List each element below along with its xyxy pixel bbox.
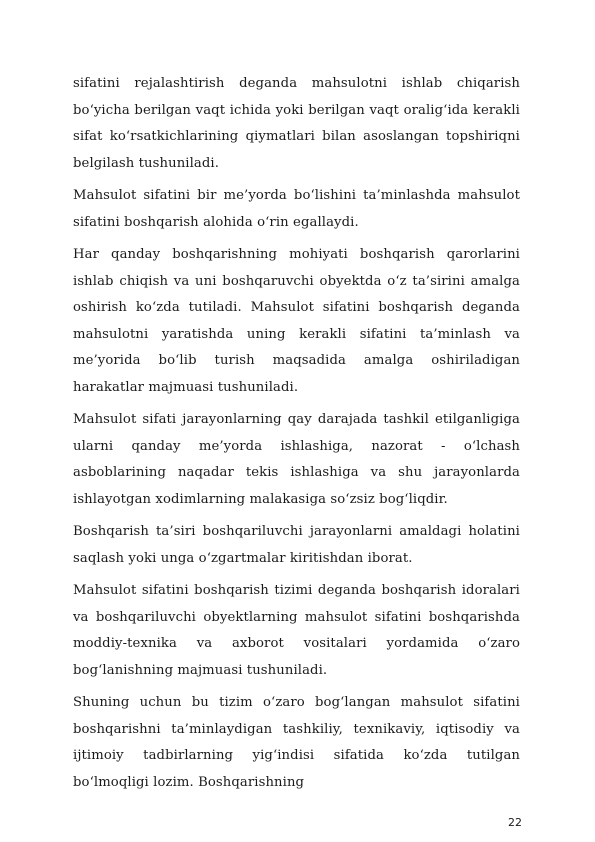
paragraph: Har qanday boshqarishning mohiyati boshqarish qarorlarini ishlab chiqish va uni boshqaruvchi obyektda o‘z ta’sirini amalga oshirish ko‘zda tutiladi. Mahsulot sifatini boshqarish deganda mahsulotni yaratishda uning kerakli sifatini ta’minlash va me’yorida bo‘lib turish maqsadida amalga oshiriladigan harakatlar majmuasi tushuniladi.	[73, 247, 520, 395]
paragraph: Mahsulot sifati jarayonlarning qay darajada tashkil etilganligiga ularni qanday me’yorda ishlashiga, nazorat - o‘lchash asboblarining naqadar tekis ishlashiga va shu jarayonlarda ishlayotgan xodimlarning malakasiga so‘zsiz bog‘liqdir.	[73, 412, 520, 507]
paragraph: Shuning uchun bu tizim o‘zaro bog‘langan mahsulot sifatini boshqarishni ta’minlaydigan tashkiliy, texnikaviy, iqtisodiy va ijtimoiy tadbirlarning yig‘indisi sifatida ko‘zda tutilgan bo‘lmoqligi lozim. Boshqarishning	[73, 695, 520, 790]
paragraph: Boshqarish ta’siri boshqariluvchi jarayonlarni amaldagi holatini saqlash yoki unga o‘zgartmalar kiritishdan iborat.	[73, 524, 520, 566]
document-body	[73, 71, 520, 802]
paragraph: Mahsulot sifatini bir me’yorda bo‘lishini ta’minlashda mahsulot sifatini boshqarish alohida o‘rin egallaydi.	[73, 188, 520, 230]
page-number: 22	[508, 816, 522, 829]
paragraph: Mahsulot sifatini boshqarish tizimi deganda boshqarish idoralari va boshqariluvchi obyektlarning mahsulot sifatini boshqarishda moddiy-texnika va axborot vositalari yordamida o‘zaro bog‘lanishning majmuasi tushuniladi.	[73, 583, 520, 678]
paragraph: sifatini rejalashtirish deganda mahsulotni ishlab chiqarish bo‘yicha berilgan vaqt ichida yoki berilgan vaqt oralig‘ida kerakli sifat ko‘rsatkichlarining qiymatlari bilan asoslangan topshiriqni belgilash tushuniladi.	[73, 76, 520, 171]
